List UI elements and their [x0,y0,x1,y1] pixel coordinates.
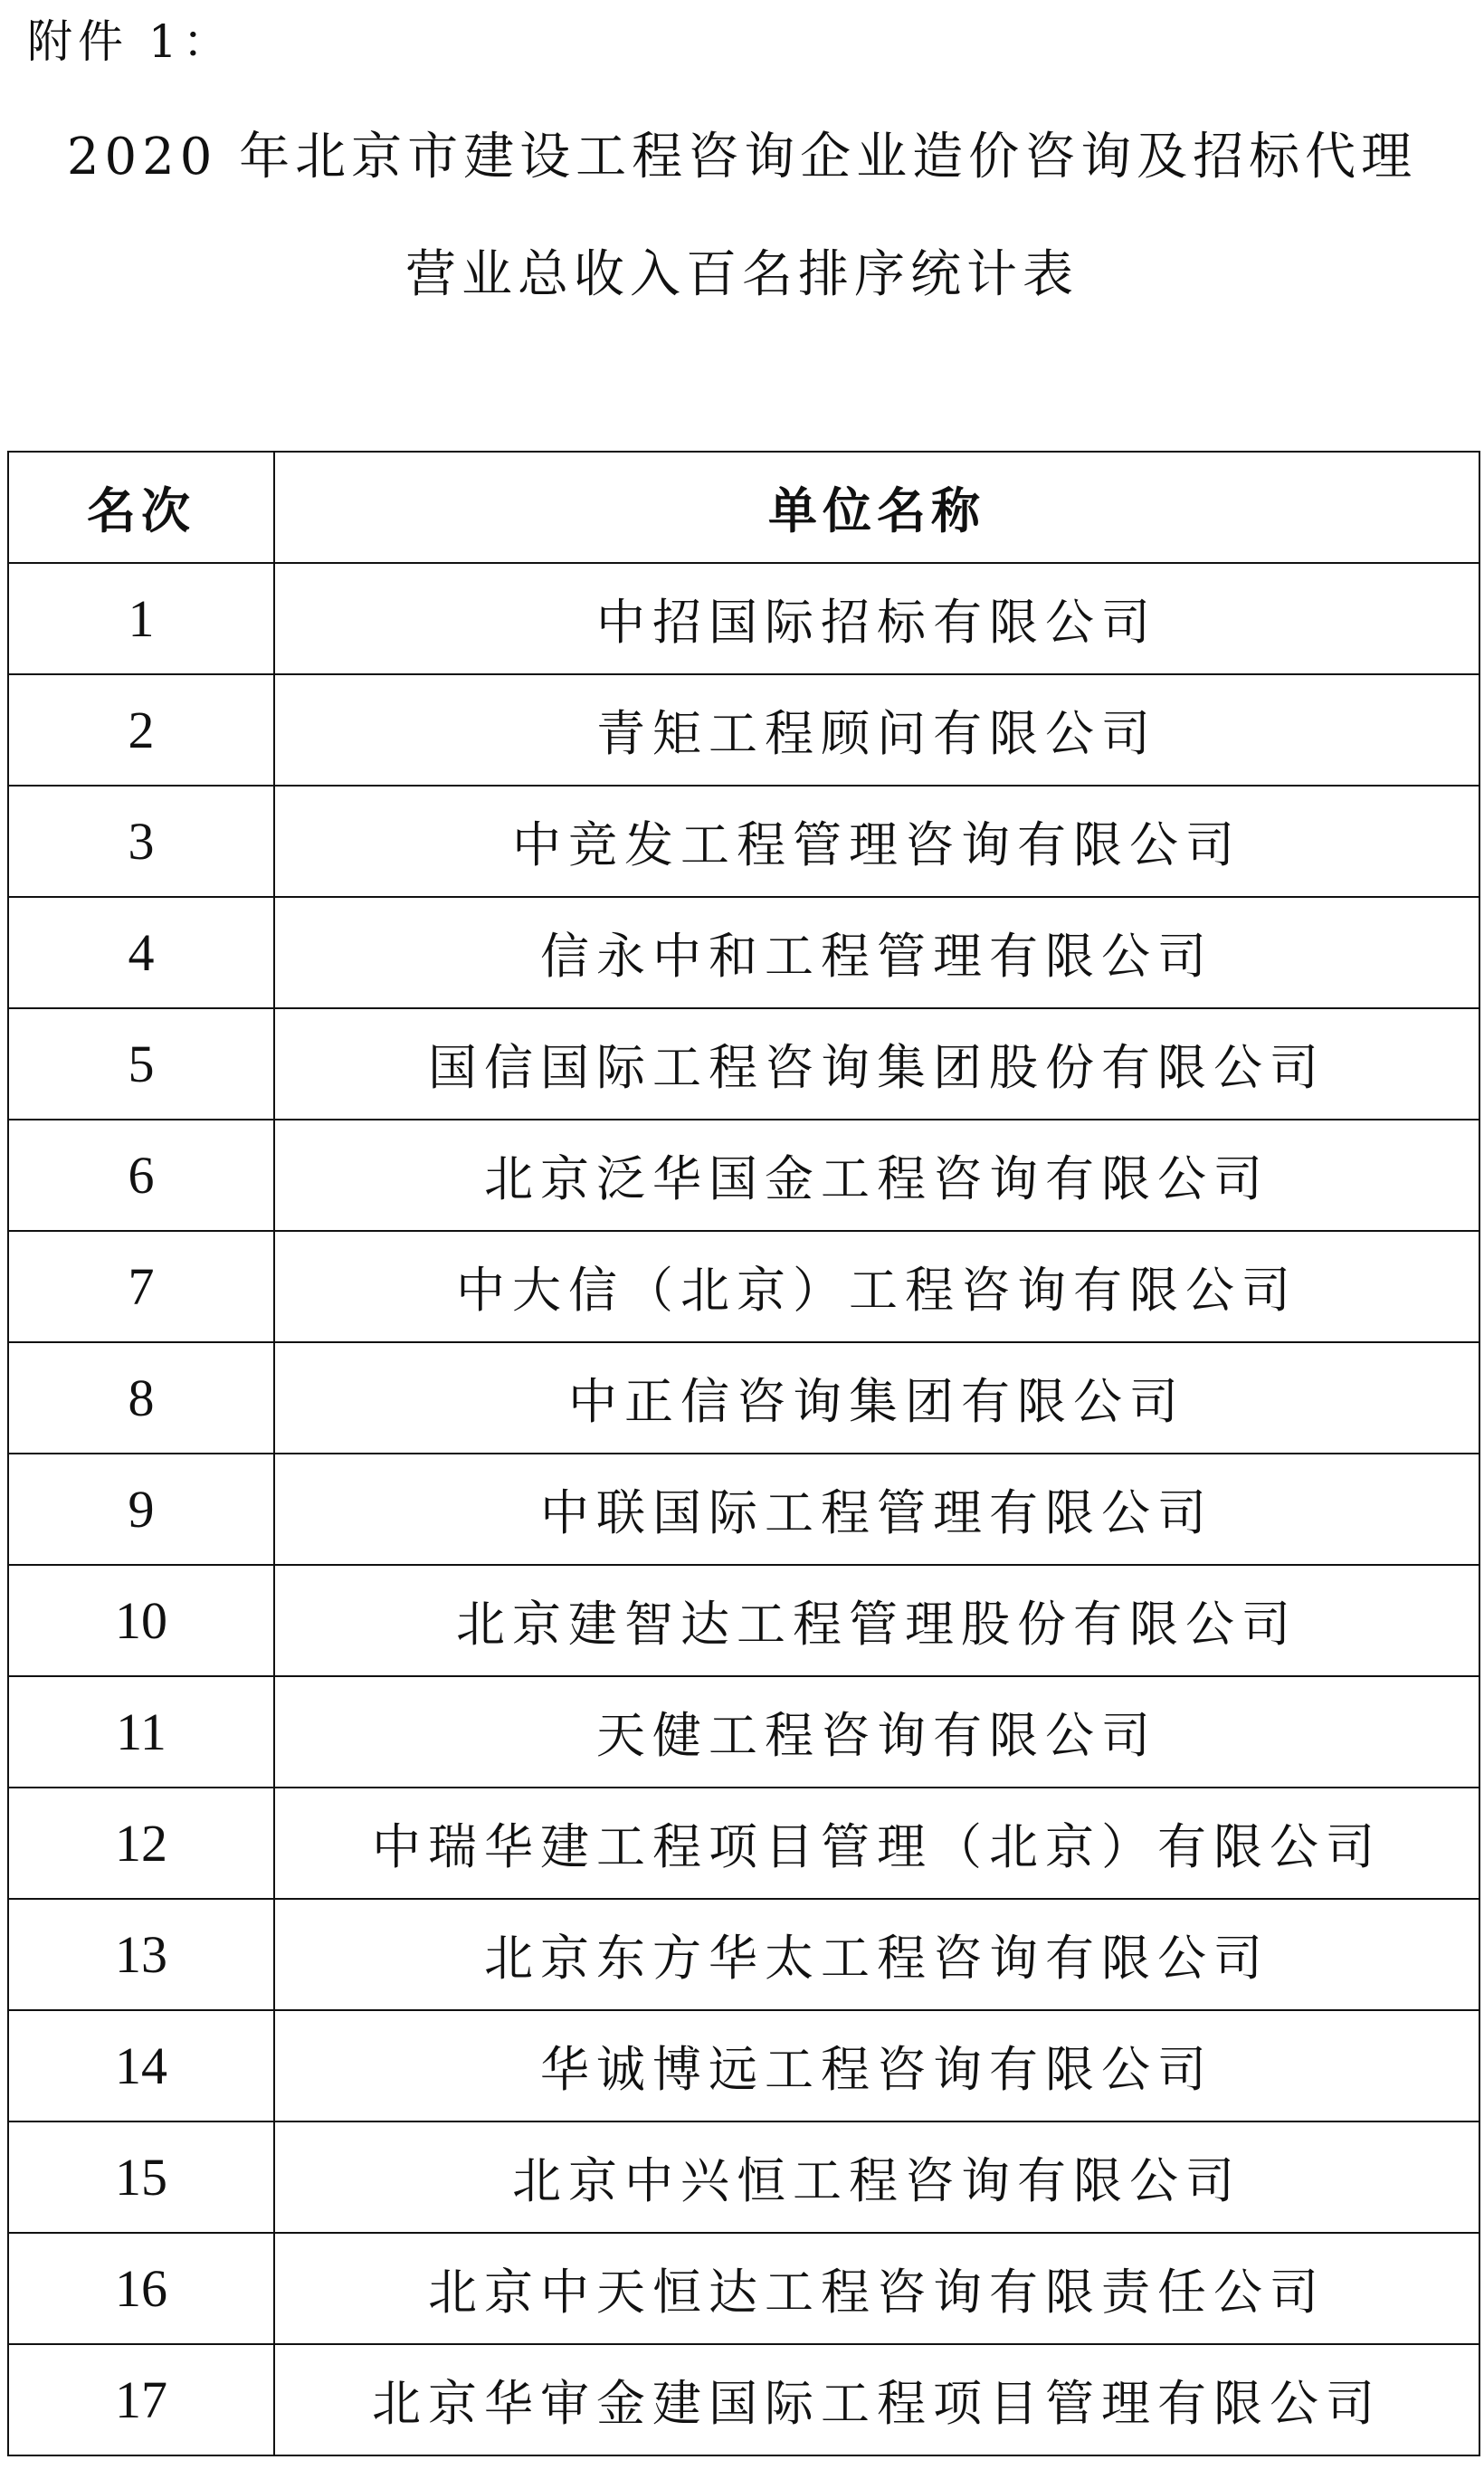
table-row [8,1565,1479,1676]
company-name-cell: 中正信咨询集团有限公司 [274,1342,1479,1454]
company-name-cell: 北京中兴恒工程咨询有限公司 [274,2121,1479,2233]
company-name-cell: 北京泛华国金工程咨询有限公司 [274,1120,1479,1231]
table-row [8,2010,1479,2121]
company-name-cell: 中大信（北京）工程咨询有限公司 [274,1231,1479,1342]
rank-cell: 7 [8,1231,274,1342]
rank-cell: 17 [8,2344,274,2455]
table-row [8,1676,1479,1788]
table-row [8,2233,1479,2344]
rank-cell: 1 [8,563,274,674]
header-company-name: 单位名称 [274,452,1479,563]
rank-cell: 11 [8,1676,274,1788]
rank-cell: 3 [8,786,274,897]
rank-cell: 13 [8,1899,274,2010]
header-rank: 名次 [8,452,274,563]
company-name-cell: 北京东方华太工程咨询有限公司 [274,1899,1479,2010]
rank-cell: 5 [8,1008,274,1120]
rank-cell: 8 [8,1342,274,1454]
table-row [8,1008,1479,1120]
table-header-row [8,452,1479,563]
document-title-line-1: 2020 年北京市建设工程咨询企业造价咨询及招标代理 [66,128,1418,186]
rank-cell: 12 [8,1788,274,1899]
company-name-cell: 中联国际工程管理有限公司 [274,1454,1479,1565]
table-row [8,674,1479,786]
table-row [8,786,1479,897]
table-body [8,563,1479,2455]
table-row [8,2344,1479,2455]
rank-cell: 15 [8,2121,274,2233]
rank-cell: 4 [8,897,274,1008]
rank-cell: 16 [8,2233,274,2344]
rank-cell: 9 [8,1454,274,1565]
table-row [8,563,1479,674]
company-name-cell: 中瑞华建工程项目管理（北京）有限公司 [274,1788,1479,1899]
company-name-cell: 中招国际招标有限公司 [274,563,1479,674]
table-row [8,1899,1479,2010]
ranking-table [7,451,1480,2456]
company-name-cell: 北京建智达工程管理股份有限公司 [274,1565,1479,1676]
rank-cell: 14 [8,2010,274,2121]
company-name-cell: 北京中天恒达工程咨询有限责任公司 [274,2233,1479,2344]
company-name-cell: 北京华审金建国际工程项目管理有限公司 [274,2344,1479,2455]
table-row [8,1454,1479,1565]
company-name-cell: 中竞发工程管理咨询有限公司 [274,786,1479,897]
rank-cell: 10 [8,1565,274,1676]
company-name-cell: 天健工程咨询有限公司 [274,1676,1479,1788]
company-name-cell: 青矩工程顾问有限公司 [274,674,1479,786]
company-name-cell: 信永中和工程管理有限公司 [274,897,1479,1008]
company-name-cell: 华诚博远工程咨询有限公司 [274,2010,1479,2121]
table-row [8,1342,1479,1454]
table-row [8,1231,1479,1342]
table-row [8,1120,1479,1231]
rank-cell: 2 [8,674,274,786]
table-row [8,1788,1479,1899]
table-row [8,2121,1479,2233]
attachment-label: 附件 1： [27,15,233,68]
company-name-cell: 国信国际工程咨询集团股份有限公司 [274,1008,1479,1120]
table-row [8,897,1479,1008]
rank-cell: 6 [8,1120,274,1231]
document-title-line-2: 营业总收入百名排序统计表 [405,245,1079,304]
